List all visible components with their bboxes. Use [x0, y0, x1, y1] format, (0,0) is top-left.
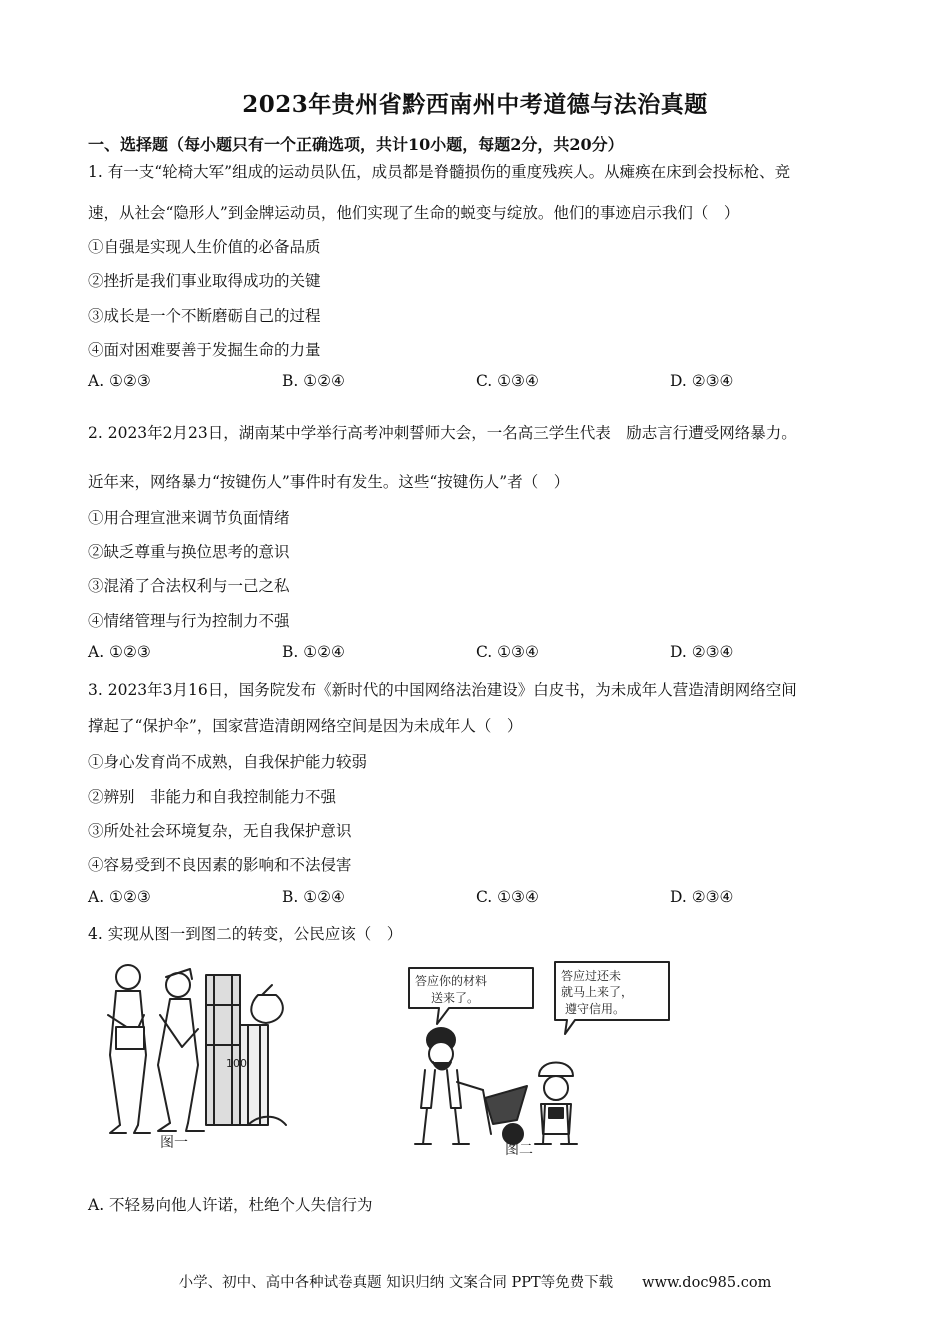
q2-item-1: ①用合理宣泄来调节负面情绪 — [88, 509, 290, 527]
q3-option-d[interactable]: D. ②③④ — [670, 888, 734, 906]
q1-line-1: 1. 有一支“轮椅大军”组成的运动员队伍，成员都是脊髓损伤的重度残疾人。从瘫痪在床到会投标枪、竞 — [88, 163, 791, 181]
q2-item-4: ④情绪管理与行为控制力不强 — [88, 612, 290, 630]
q4-option-a[interactable]: A. 不轻易向他人许诺，杜绝个人失信行为 — [88, 1196, 373, 1214]
q1-item-4: ④面对困难要善于发掘生命的力量 — [88, 341, 321, 359]
q3-line-1: 3. 2023年3月16日，国务院发布《新时代的中国网络法治建设》白皮书，为未成年人营造清朗网络空间 — [88, 681, 797, 699]
bubble-right-line-3: 遵守信用。 — [565, 1002, 626, 1016]
figure-two-caption: 图二 — [505, 1142, 533, 1158]
building-label: 100 — [226, 1057, 247, 1070]
q3-line-2: 撑起了“保护伞”，国家营造清朗网络空间是因为未成年人（ ） — [88, 717, 523, 735]
man-head-icon — [116, 965, 140, 989]
q4-line-1: 4. 实现从图一到图二的转变，公民应该（ ） — [88, 925, 403, 943]
q1-line-2: 速，从社会“隐形人”到金牌运动员，他们实现了生命的蜕变与绽放。他们的事迹启示我们（ ） — [88, 204, 740, 222]
q1-option-a[interactable]: A. ①②③ — [88, 372, 151, 390]
q1-option-c[interactable]: C. ①③④ — [476, 372, 539, 390]
bubble-left-line-1: 答应你的材料 — [415, 974, 488, 988]
bubble-right-line-1: 答应过还未 — [561, 969, 622, 983]
bubble-right-line-2: 就马上来了， — [561, 985, 634, 999]
figure-one-cartoon — [98, 955, 298, 1155]
q2-option-b[interactable]: B. ①②④ — [282, 643, 345, 661]
q3-option-a[interactable]: A. ①②③ — [88, 888, 151, 906]
q1-item-1: ①自强是实现人生价值的必备品质 — [88, 238, 321, 256]
q3-option-b[interactable]: B. ①②④ — [282, 888, 345, 906]
q3-option-c[interactable]: C. ①③④ — [476, 888, 539, 906]
q2-option-d[interactable]: D. ②③④ — [670, 643, 734, 661]
page-footer: 小学、初中、高中各种试卷真题 知识归纳 文案合同 PPT等免费下载 www.doc985.com — [178, 1275, 772, 1291]
q2-line-2: 近年来，网络暴力“按键伤人”事件时有发生。这些“按键伤人”者（ ） — [88, 473, 570, 491]
section-heading: 一、选择题（每小题只有一个正确选项，共计10小题，每题2分，共20分） — [88, 135, 624, 154]
q3-item-2: ②辨别 非能力和自我控制能力不强 — [88, 788, 337, 806]
q3-item-4: ④容易受到不良因素的影响和不法侵害 — [88, 856, 352, 874]
q1-item-2: ②挫折是我们事业取得成功的关键 — [88, 272, 321, 290]
q1-item-3: ③成长是一个不断磨砺自己的过程 — [88, 307, 321, 325]
q2-line-1: 2. 2023年2月23日，湖南某中学举行高考冲刺誓师大会，一名高三学生代表 励志言行遭受网络暴力。 — [88, 424, 797, 442]
figure-one-caption: 图一 — [160, 1135, 188, 1151]
figure-two-cartoon — [405, 958, 675, 1158]
q2-option-c[interactable]: C. ①③④ — [476, 643, 539, 661]
q2-option-a[interactable]: A. ①②③ — [88, 643, 151, 661]
q1-option-b[interactable]: B. ①②④ — [282, 372, 345, 390]
bubble-left-line-2: 送来了。 — [431, 991, 480, 1005]
page-title: 2023年贵州省黔西南州中考道德与法治真题 — [242, 91, 708, 118]
q2-item-2: ②缺乏尊重与换位思考的意识 — [88, 543, 290, 561]
q3-item-1: ①身心发育尚不成熟，自我保护能力较弱 — [88, 753, 368, 771]
q2-item-3: ③混淆了合法权利与一己之私 — [88, 577, 290, 595]
q3-item-3: ③所处社会环境复杂，无自我保护意识 — [88, 822, 352, 840]
q1-option-d[interactable]: D. ②③④ — [670, 372, 734, 390]
